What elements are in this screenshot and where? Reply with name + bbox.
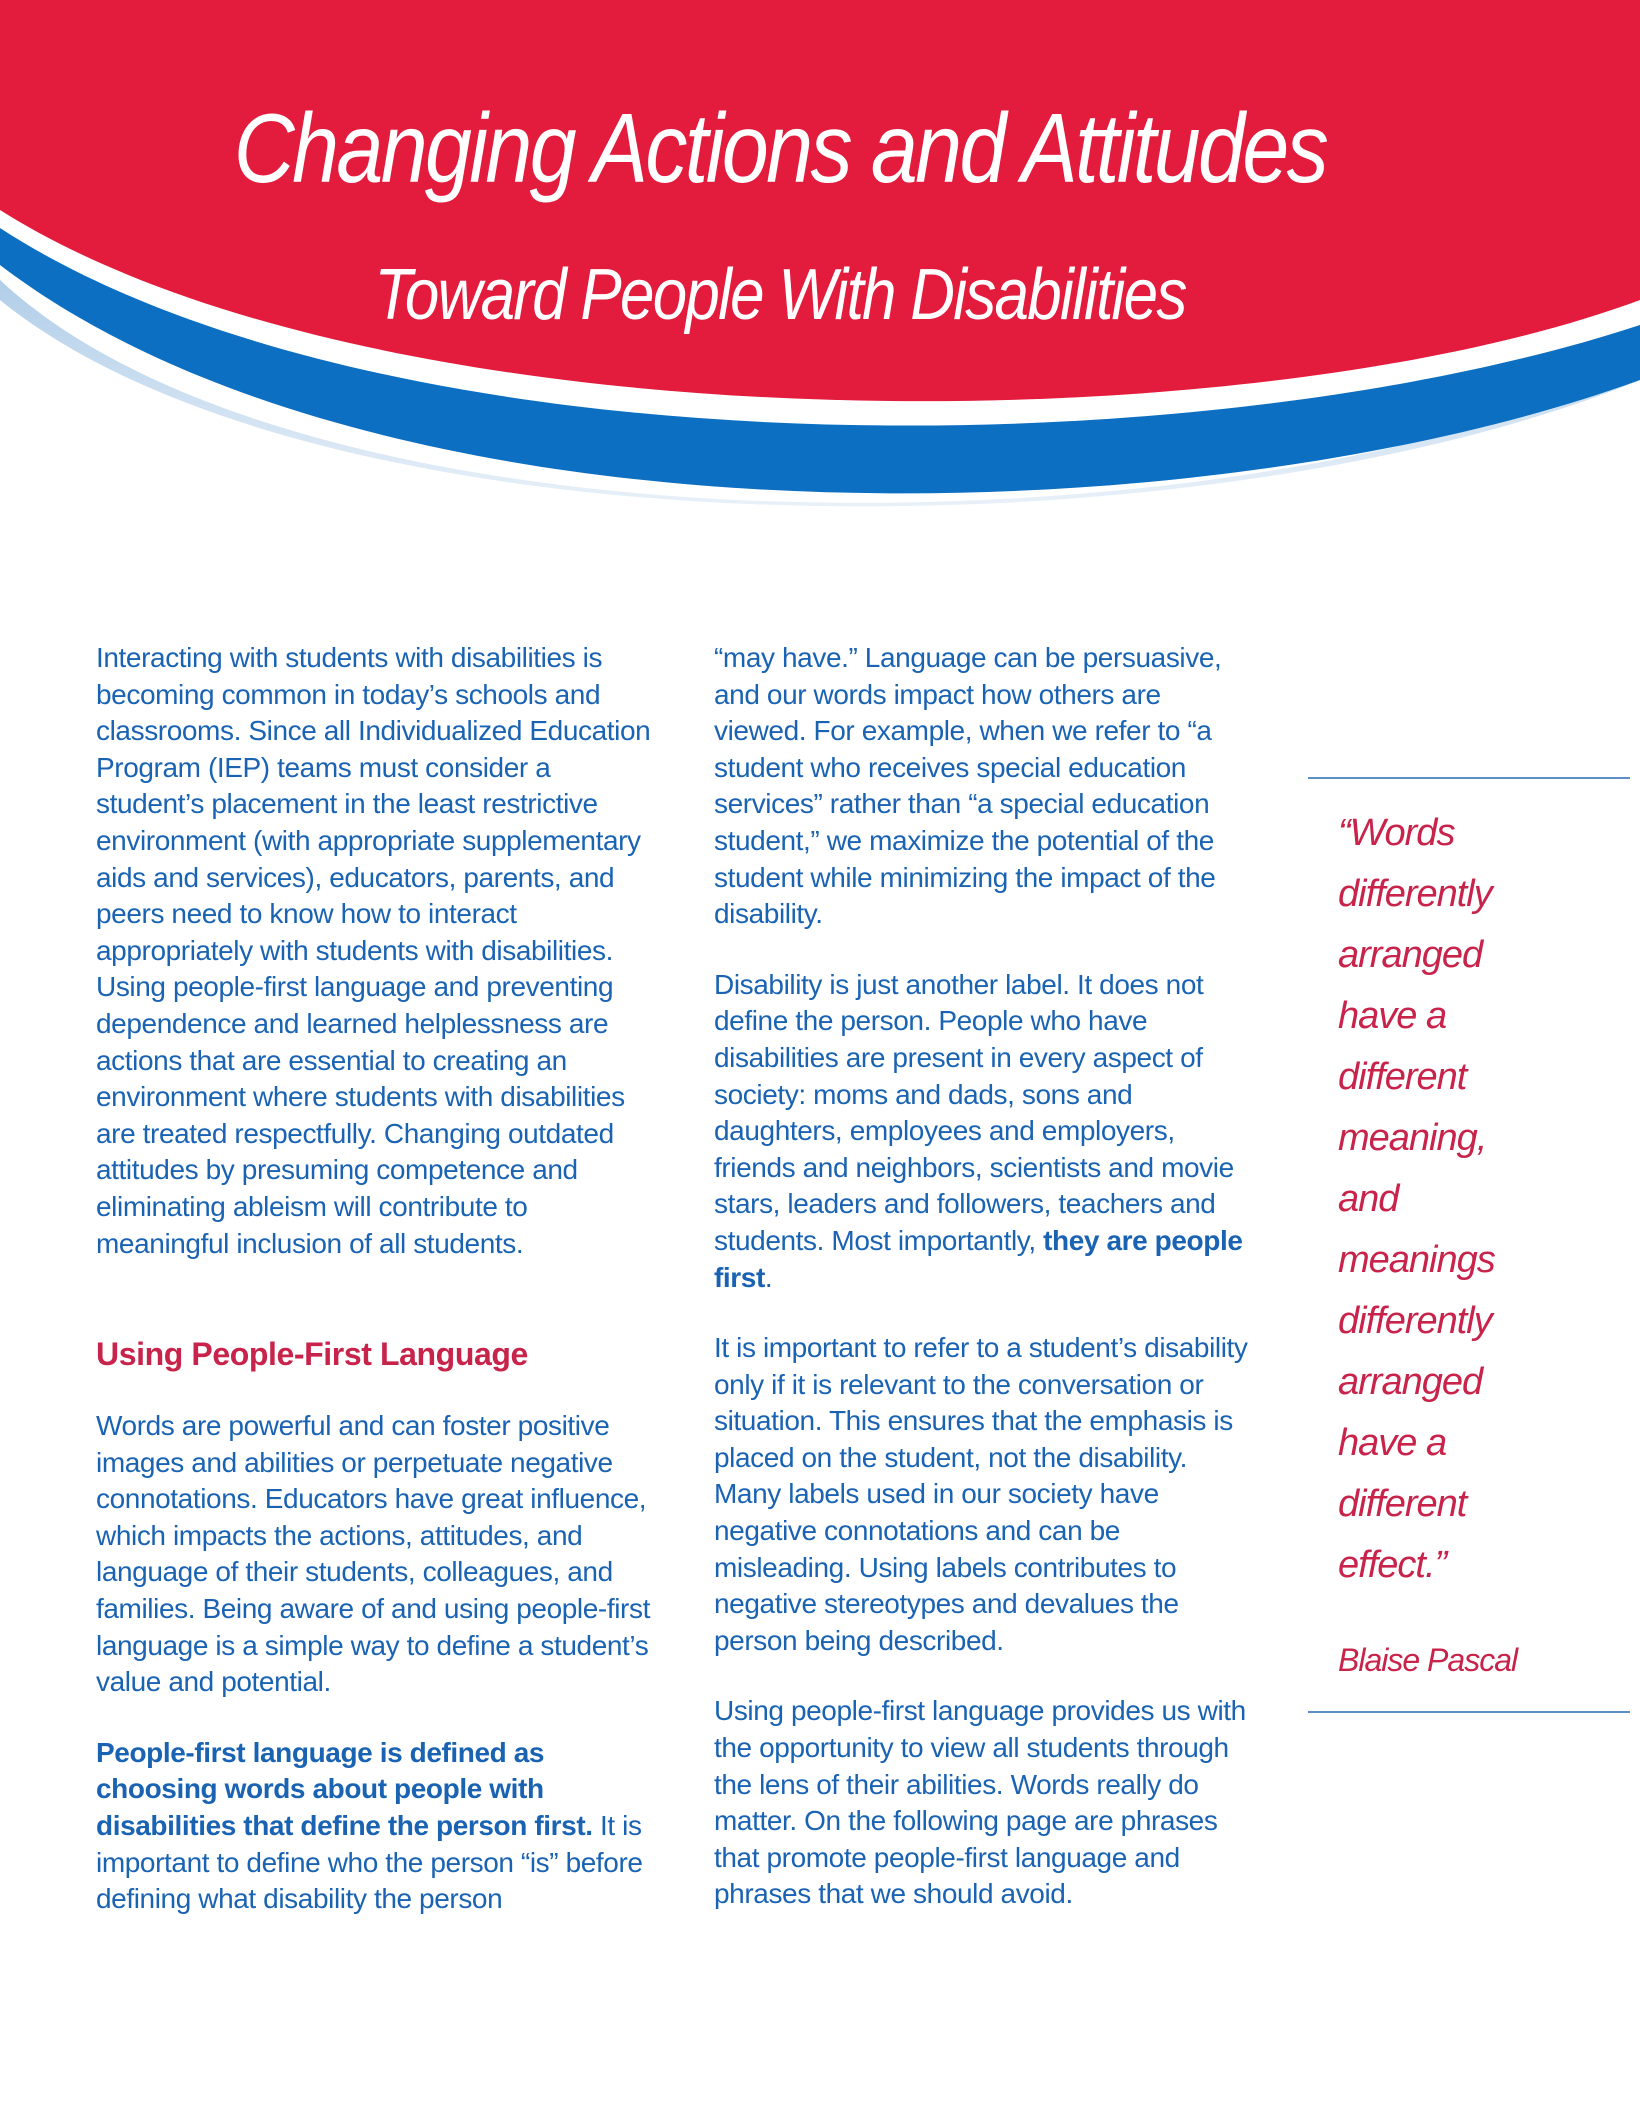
definition-rest: It is important to define who the person “is” before defining what disability the person — [96, 1810, 643, 1915]
page-title: Changing Actions and Attitudes — [233, 93, 1327, 203]
definition-bold: People-first language is defined as choosing words about people with disabilities that define the person first. — [96, 1736, 593, 1842]
quote-top-rule — [1308, 777, 1630, 779]
persuasive-paragraph: “may have.” Language can be persuasive, and our words impact how others are viewed. For example, when we refer to “a student who receives special education services” rather than “a special education student,” we maximize the potential of the student while minimizing the impact of the disability. — [714, 642, 1222, 930]
page-subtitle: Toward People With Disabilities — [374, 255, 1186, 335]
quote-text: “Words differently arranged have a different meaning, and meanings differently arranged have a different effect.” — [1338, 812, 1495, 1586]
label-paragraph-text: Disability is just another label. It does not define the person. People who have disabilities are present in every aspect of society: moms and dads, sons and daughters, employees and employers, friends and neighbors, scientists and movie stars, leaders and followers, teachers and students. Most importantly, — [714, 968, 1234, 1256]
definition-paragraph — [96, 1735, 656, 1918]
label-paragraph-end: . — [764, 1261, 773, 1293]
quote-attribution: Blaise Pascal — [1338, 1642, 1518, 1678]
closing-paragraph: Using people-first language provides us with the opportunity to view all students through the lens of their abilities. Words really do matter. On the following page are phrases that promote people-first language and phrases that we should avoid. — [714, 1695, 1246, 1910]
section-heading: Using People-First Language — [96, 1336, 528, 1373]
people-first-emphasis: they are people first — [714, 1224, 1243, 1293]
relevance-paragraph: It is important to refer to a student’s disability only if it is relevant to the conversation or situation. This ensures that the emphasis is placed on the student, not the disability. Many labels used in our society have negative connotations and can be misleading. Using labels contributes to negative stereotypes and devalues the person being described. — [714, 1332, 1248, 1656]
pull-quote — [1308, 777, 1630, 1713]
words-paragraph: Words are powerful and can foster positive images and abilities or perpetuate negative connotations. Educators have great influence, which impacts the actions, attitudes, and language of their students, colleagues, and families. Being aware of and using people-first language is a simple way to define a student’s value and potential. — [96, 1410, 650, 1698]
quote-bottom-rule — [1308, 1711, 1630, 1713]
intro-paragraph: Interacting with students with disabilities is becoming common in today’s schools and classrooms. Since all Individualized Education Program (IEP) teams must consider a student’s placement in the least restrictive environment (with appropriate supplementary aids and services), educators, parents, and peers need to know how to interact appropriately with students with disabilities. Using people-first language and preventing dependence and learned helplessness are actions that are essential to creating an environment where students with disabilities are treated respectfully. Changing outdated attitudes by presuming competence and eliminating ableism will contribute to meaningful inclusion of all students. — [96, 642, 651, 1259]
label-paragraph — [714, 967, 1254, 1296]
left-column — [96, 640, 656, 1952]
middle-column — [714, 640, 1254, 1947]
